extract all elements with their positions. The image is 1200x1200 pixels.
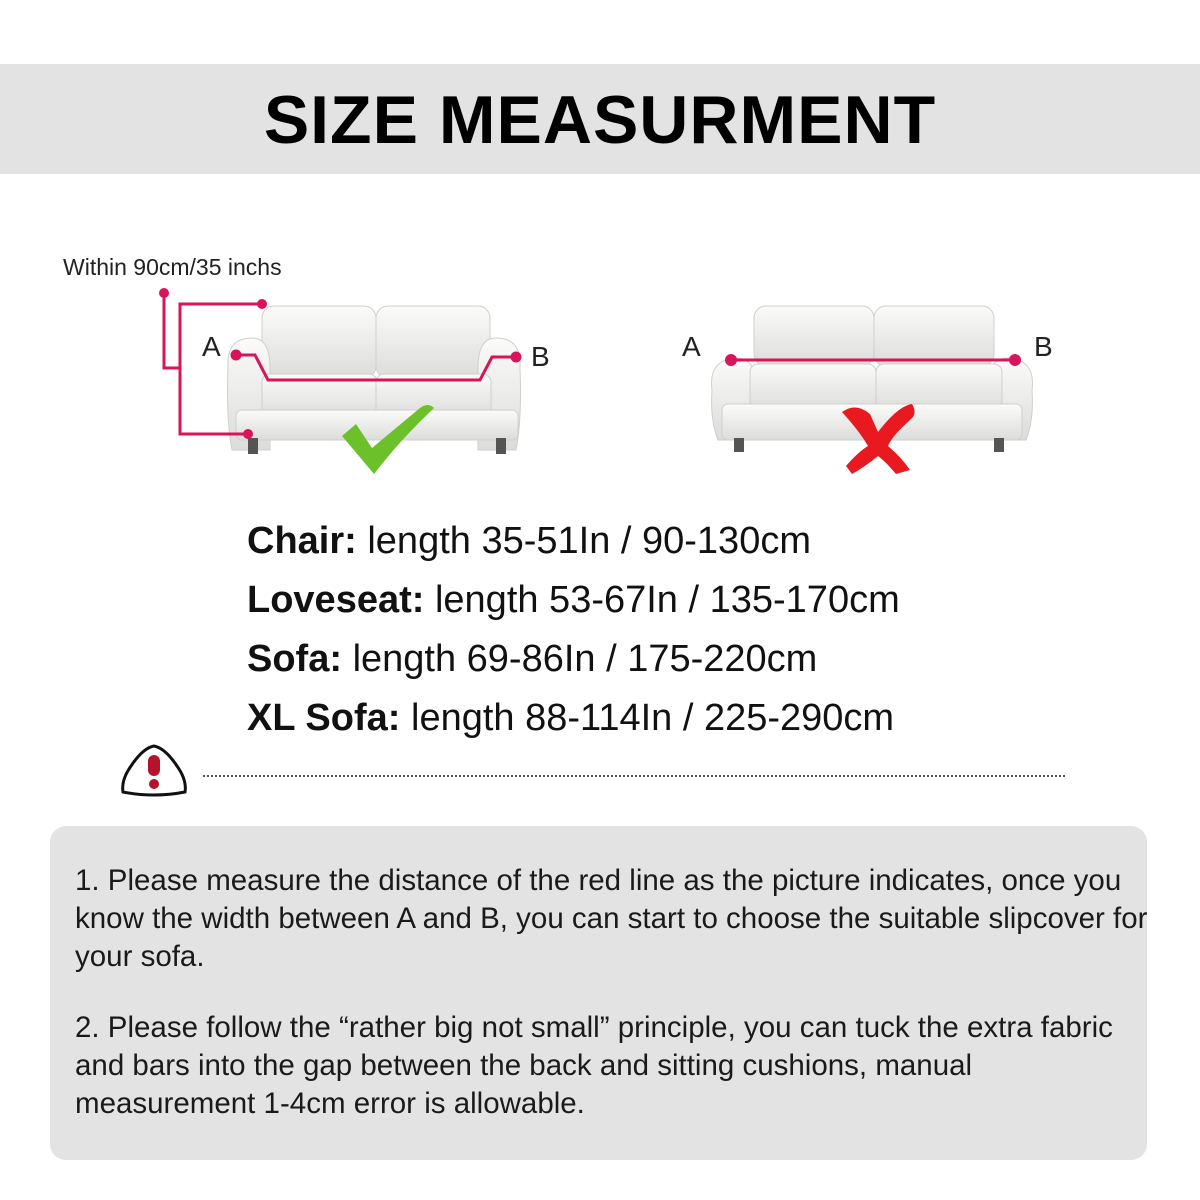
size-row-loveseat (247, 571, 1047, 630)
size-row-sofa (247, 630, 1047, 689)
size-row-chair (247, 512, 1047, 571)
size-value: length 88-114In / 225-290cm (411, 697, 895, 739)
size-name: XL Sofa: (247, 697, 401, 739)
size-value: length 35-51In / 90-130cm (367, 520, 811, 562)
size-value: length 53-67In / 135-170cm (434, 579, 900, 621)
size-name: Sofa: (247, 638, 342, 680)
divider (203, 775, 1065, 777)
exclamation-warning-icon (117, 740, 191, 798)
size-name: Loveseat: (247, 579, 425, 621)
left-label-a: A (202, 331, 221, 362)
left-label-b: B (531, 341, 550, 372)
within-depth-label: Within 90cm/35 inchs (63, 254, 282, 280)
size-row-xl-sofa (247, 689, 1047, 748)
size-value: length 69-86In / 175-220cm (352, 638, 818, 680)
right-label-a: A (682, 331, 701, 362)
right-label-b: B (1034, 331, 1053, 362)
instruction-note-1: 1. Please measure the distance of the red line as the picture indicates, once you know the width between A and B, you can start to choose the suitable slipcover for your sofa. (75, 864, 1148, 973)
size-chart (247, 512, 1047, 748)
instruction-note-2: 2. Please follow the “rather big not small” principle, you can tuck the extra fabric and bars into the gap between the back and sitting cushions, manual measurement 1-4cm error is allowable. (75, 1011, 1113, 1120)
size-name: Chair: (247, 520, 357, 562)
sofa-measurement-diagram (0, 240, 1200, 500)
page-title: SIZE MEASURMENT (263, 82, 937, 158)
